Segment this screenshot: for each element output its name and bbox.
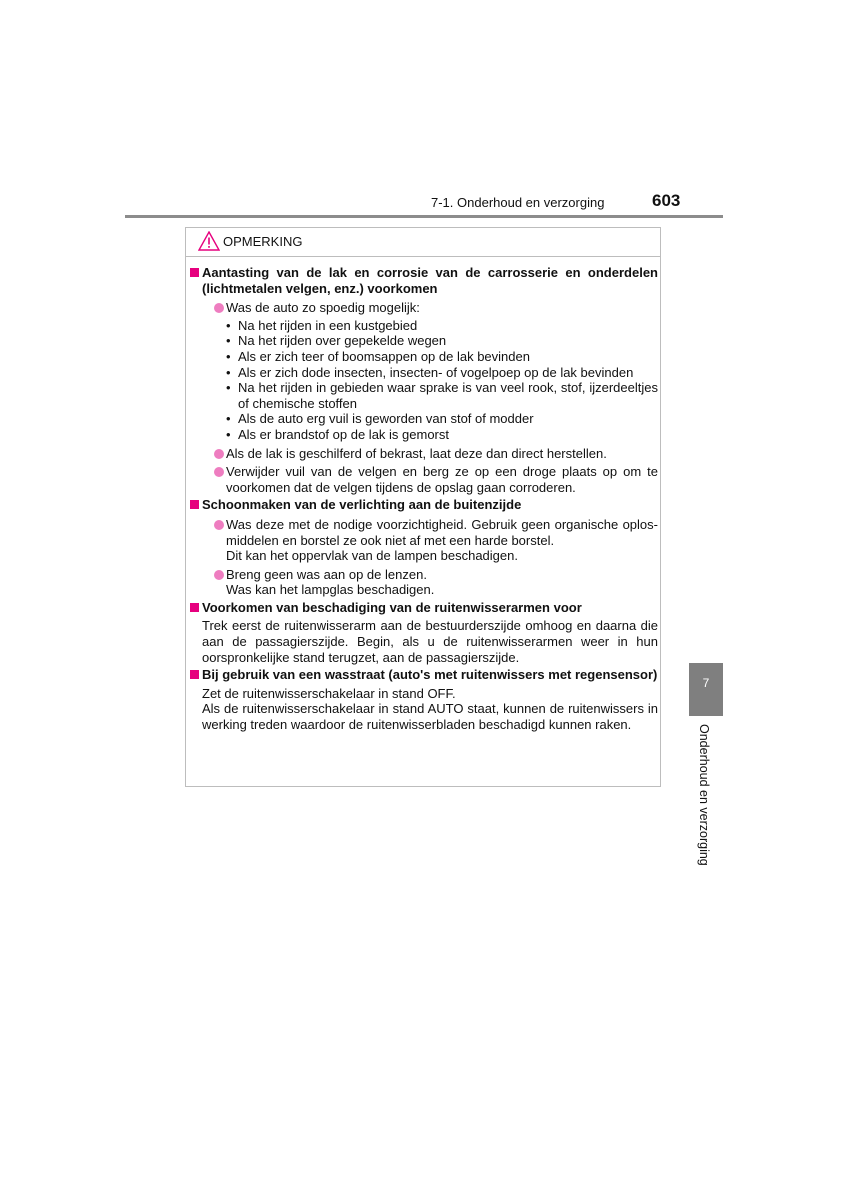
section-title: Aantasting van de lak en corrosie van de carrosserie en onderdelen (lichtmetalen velgen, enz.) voorkomen <box>202 265 658 296</box>
circle-bullet-icon <box>214 520 224 530</box>
bullet-item: • Na het rijden in een kustgebied <box>226 318 658 334</box>
item-text-continued: Was kan het lampglas beschadigen. <box>226 582 435 598</box>
item-text: Als de lak is geschilferd of bekrast, laat deze dan direct herstellen. <box>226 445 607 461</box>
list-item <box>214 517 658 564</box>
bullet-list <box>226 318 658 443</box>
circle-bullet-icon <box>214 303 224 313</box>
chapter-number: 7 <box>702 676 710 690</box>
chapter-label: Onderhoud en verzorging <box>697 724 711 866</box>
section-title: Schoonmaken van de verlichting aan de buitenzijde <box>202 497 522 513</box>
section-title: Voorkomen van beschadiging van de ruitenwisserarmen voor <box>202 599 582 615</box>
section-title: Bij gebruik van een wasstraat (auto's met ruitenwissers met regensensor) <box>202 667 658 683</box>
bullet-item: • Na het rijden over gepekelde wegen <box>226 333 658 349</box>
notice-section <box>190 265 658 495</box>
list-item <box>214 446 658 462</box>
notice-title: OPMERKING <box>223 234 303 249</box>
warning-icon <box>198 231 220 251</box>
list-item <box>214 567 658 598</box>
header-section-title: 7-1. Onderhoud en verzorging <box>431 195 605 210</box>
square-bullet-icon <box>190 670 199 679</box>
notice-section <box>190 667 658 732</box>
chapter-tab <box>689 663 723 716</box>
list-item <box>214 464 658 495</box>
circle-bullet-icon <box>214 570 224 580</box>
notice-box <box>185 227 661 787</box>
square-bullet-icon <box>190 500 199 509</box>
item-text-continued: Dit kan het oppervlak van de lampen beschadigen. <box>226 548 518 564</box>
bullet-item: • Als er zich teer of boomsappen op de lak bevinden <box>226 349 658 365</box>
item-text: Breng geen was aan op de lenzen. <box>226 566 427 582</box>
item-text: Was de auto zo spoedig mogelijk: <box>226 300 420 316</box>
bullet-item: • Als de auto erg vuil is geworden van stof of modder <box>226 411 658 427</box>
square-bullet-icon <box>190 268 199 277</box>
bullet-item: • Na het rijden in gebieden waar sprake is van veel rook, stof, ijzerdeeltjes of chemische stoffen <box>226 380 658 411</box>
list-item <box>214 300 658 316</box>
bullet-item: • Als er zich dode insecten, insecten- of vogelpoep op de lak bevinden <box>226 365 658 381</box>
section-body-continued: Als de ruitenwisserschakelaar in stand AUTO staat, kunnen de ruitenwissers in werking treden waardoor de ruitenwisserbladen beschadigd kunnen raken. <box>202 701 658 733</box>
header-rule <box>125 215 723 218</box>
bullet-item: • Als er brandstof op de lak is gemorst <box>226 427 658 443</box>
circle-bullet-icon <box>214 467 224 477</box>
section-body: Trek eerst de ruitenwisserarm aan de bestuurderszijde omhoog en daarna die aan de passagierszijde. Begin, als u de ruitenwisserarmen weer in hun oorspronkelijke stand terugzet, aan de passagierszijde. <box>202 618 658 665</box>
notice-section <box>190 600 658 665</box>
notice-section <box>190 497 658 598</box>
circle-bullet-icon <box>214 449 224 459</box>
item-text: Was deze met de nodige voorzichtigheid. Gebruik geen organische oplosmiddelen en borstel ze ook niet af met een harde borstel. <box>226 516 658 548</box>
item-text: Verwijder vuil van de velgen en berg ze op een droge plaats op om te voorkomen dat de velgen tijdens de opslag gaan corroderen. <box>226 464 658 495</box>
square-bullet-icon <box>190 603 199 612</box>
section-body: Zet de ruitenwisserschakelaar in stand OFF. <box>202 685 456 701</box>
notice-header <box>186 228 660 257</box>
notice-content <box>190 265 658 735</box>
page-number: 603 <box>652 191 681 210</box>
